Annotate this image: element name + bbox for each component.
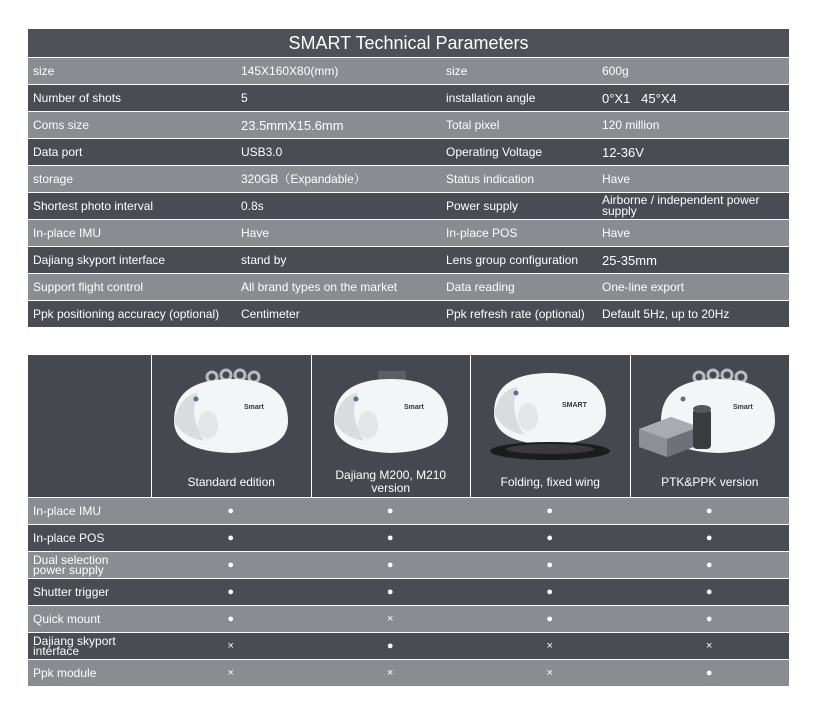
spec-value: Default 5Hz, up to 20Hz [602, 306, 730, 321]
feature-label: Quick mount [33, 612, 101, 626]
skyport-mount-icon [378, 371, 406, 380]
spec-row [28, 85, 789, 112]
camera-ptk-ppk-image [635, 365, 785, 465]
spec-key: Total pixel [446, 117, 500, 132]
spec-value: USB3.0 [241, 144, 283, 159]
spec-title: SMART Technical Parameters [28, 29, 789, 58]
feature-row [28, 579, 789, 606]
spec-row [28, 58, 789, 85]
spec-value: Centimeter [241, 306, 300, 321]
spec-key: Coms size [33, 117, 90, 132]
feature-cell: × [706, 640, 713, 652]
spec-row [28, 247, 789, 274]
feature-cell: ● [386, 532, 394, 544]
feature-cell: ● [386, 586, 394, 598]
spec-row [28, 301, 789, 328]
feature-cell: ● [227, 505, 235, 517]
spec-key: Lens group configuration [446, 252, 579, 267]
feature-label: Dual selection power supply [33, 553, 109, 577]
spec-key: storage [33, 171, 74, 186]
spec-row [28, 274, 789, 301]
feature-cell: ● [227, 586, 235, 598]
spec-key: Data reading [446, 279, 515, 294]
feature-cell: ● [705, 505, 713, 517]
feature-label: Ppk module [33, 666, 97, 680]
spec-table [28, 29, 789, 328]
feature-cell: × [546, 667, 553, 679]
spec-value: 600g [602, 63, 629, 78]
spec-value: All brand types on the market [241, 279, 398, 294]
spec-key: installation angle [446, 90, 536, 105]
feature-cell: ● [705, 559, 713, 571]
edition-label: Dajiang M200, M210 version [335, 468, 447, 495]
feature-row [28, 498, 789, 525]
feature-cell: ● [386, 640, 394, 652]
edition-standard [152, 355, 312, 497]
feature-cell: ● [705, 532, 713, 544]
spec-key: size [33, 63, 55, 78]
spec-key: Support flight control [33, 279, 144, 294]
feature-cell: ● [227, 532, 235, 544]
spec-value: 320GB（Expandable） [241, 171, 366, 186]
spec-key: In-place IMU [33, 225, 102, 240]
edition-label: PTK&PPK version [661, 474, 759, 489]
feature-cell: × [387, 613, 394, 625]
spec-key: Number of shots [33, 90, 122, 105]
spec-key: Dajiang skyport interface [33, 252, 166, 267]
spec-key: In-place POS [446, 225, 518, 240]
feature-cell: ● [705, 586, 713, 598]
feature-cell: × [387, 667, 394, 679]
spec-value: Have [241, 225, 270, 240]
feature-cell: ● [546, 586, 554, 598]
feature-label: In-place POS [33, 531, 105, 545]
feature-label: Dajiang skyport interface [33, 634, 116, 658]
spec-value: Have [602, 225, 631, 240]
feature-cell: ● [546, 613, 554, 625]
spec-row [28, 220, 789, 247]
svg-text:Smart: Smart [244, 404, 265, 411]
spec-row [28, 112, 789, 139]
edition-ptk-ppk [631, 355, 790, 497]
spec-value: 0°X1 45°X4 [602, 90, 677, 106]
feature-cell: ● [386, 559, 394, 571]
svg-text:Smart: Smart [732, 404, 753, 411]
svg-text:Smart: Smart [403, 404, 424, 411]
edition-dajiang [312, 355, 472, 497]
spec-value: 120 million [602, 117, 660, 132]
header-corner [28, 355, 152, 497]
spec-value: 23.5mmX15.6mm [241, 117, 344, 133]
feature-row [28, 633, 789, 660]
feature-row [28, 660, 789, 686]
comparison-header [28, 355, 789, 498]
spec-value: 145X160X80(mm) [241, 63, 339, 78]
feature-label: In-place IMU [33, 504, 102, 518]
spec-key: Ppk positioning accuracy (optional) [33, 306, 220, 321]
spec-key: Ppk refresh rate (optional) [446, 306, 585, 321]
feature-row [28, 525, 789, 552]
feature-cell: ● [386, 505, 394, 517]
spec-value: 5 [241, 90, 248, 105]
antenna-icon [693, 405, 711, 449]
feature-row [28, 552, 789, 579]
feature-cell: ● [546, 559, 554, 571]
feature-cell: ● [705, 613, 713, 625]
feature-row [28, 606, 789, 633]
feature-cell: ● [546, 505, 554, 517]
spec-value: Have [602, 171, 631, 186]
spec-key: Power supply [446, 198, 519, 213]
comparison-table [28, 355, 789, 686]
svg-text:SMART: SMART [562, 402, 588, 409]
camera-standard-image [164, 365, 298, 465]
spec-value: 0.8s [241, 198, 264, 213]
feature-cell: ● [227, 613, 235, 625]
feature-cell: ● [705, 667, 713, 679]
feature-label: Shutter trigger [33, 585, 110, 599]
spec-value: One-line export [602, 279, 685, 294]
edition-label: Standard edition [187, 474, 275, 489]
spec-value: 25-35mm [602, 252, 657, 268]
edition-fixed-wing [471, 355, 631, 497]
spec-row [28, 166, 789, 193]
feature-cell: ● [227, 559, 235, 571]
spec-row [28, 139, 789, 166]
feature-cell: × [227, 667, 234, 679]
feature-cell: × [227, 640, 234, 652]
spec-key: Status indication [446, 171, 535, 186]
spec-key: Operating Voltage [446, 144, 543, 159]
camera-dajiang-image [324, 365, 458, 465]
spec-value: Airborne / independent power supply [602, 193, 760, 218]
feature-cell: ● [546, 532, 554, 544]
edition-label: Folding, fixed wing [500, 474, 600, 489]
feature-cell: × [546, 640, 553, 652]
spec-key: size [446, 63, 468, 78]
spec-value: stand by [241, 252, 287, 267]
camera-fixed-wing-image [480, 365, 620, 465]
spec-row [28, 193, 789, 220]
spec-value: 12-36V [602, 144, 644, 160]
spec-key: Data port [33, 144, 83, 159]
spec-key: Shortest photo interval [33, 198, 154, 213]
